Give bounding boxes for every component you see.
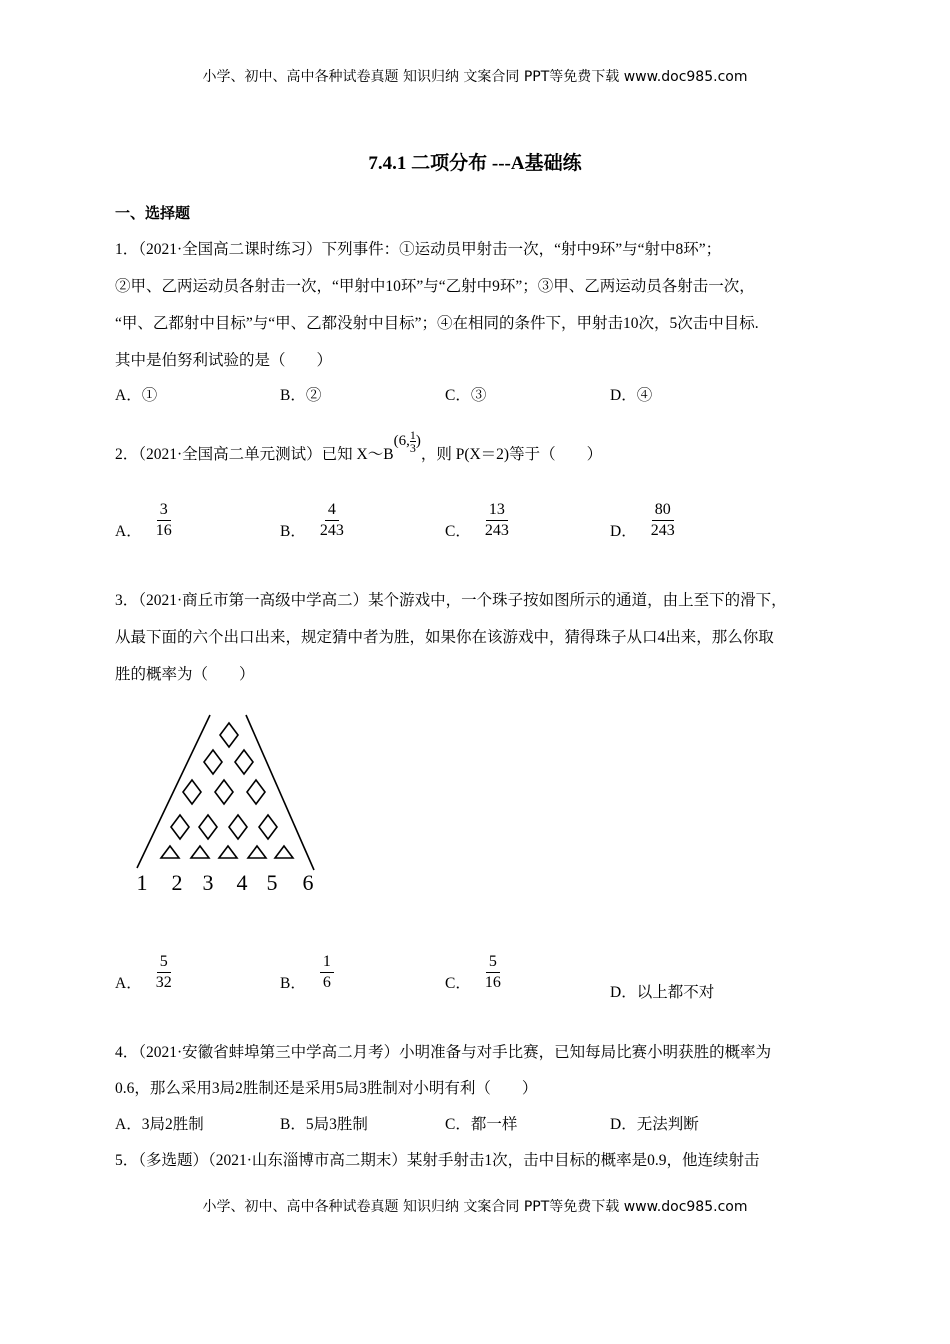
exit-label: 1 [136,870,148,895]
option-label: B． [280,523,306,540]
exit-label: 6 [302,870,314,895]
numerator: 4 [325,500,339,521]
option-b: B．② [280,387,322,404]
peg-diamond [199,815,217,839]
divider-triangle [219,846,237,858]
option-c: C．③ [445,387,487,404]
question-line: ②甲、乙两运动员各射击一次，“甲射中10环”与“乙射中9环”；③甲、乙两运动员各射击一次， [115,278,755,295]
option-d: D．无法判断 [610,1116,699,1133]
option-label: D． [610,523,637,540]
peg-diamond [215,780,233,804]
numerator: 13 [486,500,508,521]
question-line: 0.6，那么采用3局2胜制还是采用5局3胜制对小明有利（ ） [115,1080,538,1097]
question-line: 从最下面的六个出口出来，规定猜中者为胜，如果你在该游戏中，猜得珠子从口4出来，那么你取 [115,629,774,646]
numerator: 80 [652,500,674,521]
question-line: 4．（2021·安徽省蚌埠第三中学高二月考）小明准备与对手比赛，已知每局比赛小明获胜的概率为 [115,1044,772,1061]
binomial-params [394,429,421,454]
fraction [485,500,509,541]
peg-diamond [229,815,247,839]
section-heading: 一、选择题 [115,206,191,222]
option-b: B．5局3胜制 [280,1116,368,1133]
option-b [280,952,334,993]
numerator: 3 [157,500,171,521]
denominator: 32 [155,974,172,991]
option-d: D．以上都不对 [610,984,715,1001]
param-right: ) [415,433,421,449]
question-line [115,428,603,468]
numerator: 1 [409,428,416,443]
numerator: 5 [486,952,500,973]
denominator: 16 [484,974,501,991]
fraction [320,500,344,541]
denominator: 243 [650,522,675,539]
option-c [445,952,501,993]
exit-label: 2 [171,870,183,895]
question-5-line: 5．（多选题）（2021·山东淄博市高二期末）某射手射击1次，击中目标的概率是0.9，他连续射击 [115,1152,760,1169]
denominator: 243 [319,522,344,539]
option-d [610,500,675,541]
param-left: (6, [393,433,410,449]
divider-triangle [191,846,209,858]
exit-label: 5 [266,870,278,895]
option-b [280,500,344,541]
question-line: 1．（2021·全国高二课时练习）下列事件：①运动员甲射击一次，“射中9环”与“射中8环”； [115,241,722,258]
denominator: 3 [409,441,416,456]
peg-diamond [204,750,222,774]
option-label: C． [445,975,471,992]
option-label: C． [445,523,471,540]
fraction [156,952,172,993]
fraction [320,952,334,993]
exit-label: 3 [202,870,214,895]
fraction [485,952,501,993]
question-line: 其中是伯努利试验的是（ ） [115,352,333,369]
page-title: 7.4.1 二项分布 ---A基础练 [368,153,582,174]
option-c [445,500,509,541]
divider-triangle [248,846,266,858]
peg-diamond [171,815,189,839]
denominator: 6 [322,974,331,991]
exit-label: 4 [236,870,248,895]
fraction [156,500,172,541]
option-label: B． [280,975,306,992]
question-text: 2．（2021·全国高二单元测试）已知 X～B [115,446,394,463]
denominator: 243 [484,522,509,539]
peg-diamond [247,780,265,804]
divider-triangle [275,846,293,858]
question-line: 3．（2021·商丘市第一高级中学高二）某个游戏中，一个珠子按如图所示的通道，由上至下的滑下， [115,592,787,609]
option-label: A． [115,523,142,540]
option-a [115,952,172,993]
peg-diamond [220,723,238,747]
option-a: A．① [115,387,158,404]
fraction [651,500,675,541]
question-text: ，则 P(X＝2)等于（ ） [420,446,603,463]
option-a [115,500,172,541]
peg-diamond [183,780,201,804]
question-line: 胜的概率为（ ） [115,666,255,683]
peg-diamond [259,815,277,839]
option-c: C．都一样 [445,1116,518,1133]
option-a: A．3局2胜制 [115,1116,204,1133]
page-header: 小学、初中、高中各种试卷真题 知识归纳 文案合同 PPT等免费下载 www.doc985.com [202,69,748,85]
numerator: 5 [157,952,171,973]
denominator: 16 [155,522,172,539]
numerator: 1 [320,952,334,973]
option-label: A． [115,975,142,992]
divider-triangle [161,846,179,858]
option-d: D．④ [610,387,653,404]
page-footer: 小学、初中、高中各种试卷真题 知识归纳 文案合同 PPT等免费下载 www.doc985.com [202,1199,748,1215]
question-line: “甲、乙都射中目标”与“甲、乙都没射中目标”；④在相同的条件下，甲射击10次，5次击中目标. [115,315,759,332]
galton-board-figure [120,700,340,900]
peg-diamond [235,750,253,774]
